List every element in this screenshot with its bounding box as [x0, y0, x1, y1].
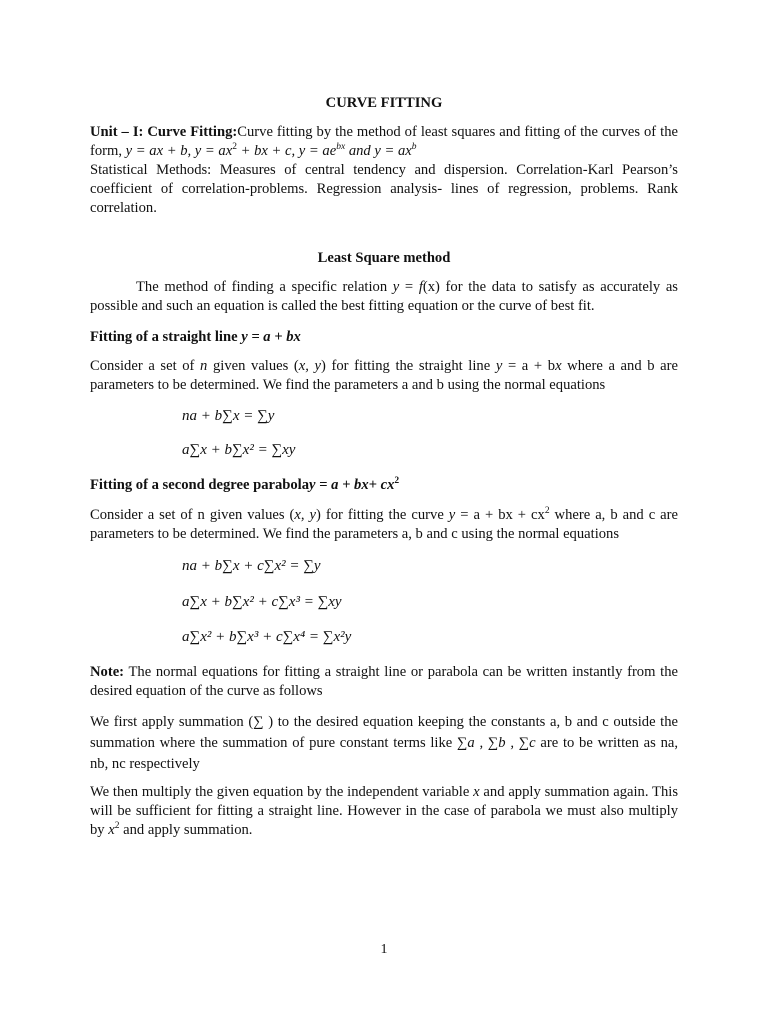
unit-form-2: + bx + c, y = ae — [236, 143, 337, 159]
sum-text-3: are to be written as na, nb, nc respectively — [90, 735, 679, 772]
ls-text-1: The method of finding a specific relation — [136, 279, 393, 295]
least-square-paragraph — [90, 278, 678, 316]
unit-exp-1: 2 — [232, 142, 237, 152]
unit-exp-3: b — [411, 142, 417, 152]
pb-xy: x, y — [294, 507, 317, 523]
pb-heading-text: Fitting of a second degree parabola — [90, 477, 310, 493]
note-paragraph — [90, 663, 678, 701]
summation-paragraph — [90, 712, 678, 775]
mul-text-3: and apply summation. — [119, 822, 253, 838]
pb-text-3: = a + bx + cx — [455, 507, 545, 523]
sl-text-5: where a and b are parameters to be determined. We find the parameters a and b using the normal equations — [90, 358, 678, 393]
unit-paragraph — [90, 123, 678, 161]
statistical-methods-paragraph: Statistical Methods: Measures of central tendency and dispersion. Correlation-Karl Pearson’s coefficient of correlation-problems. Regression analysis- lines of regression, problems. Rank correlation. — [90, 162, 678, 216]
ls-text-3: (x) for the data to satisfy as accurately as possible and such an equation is called the best fitting equation or the curve of best fit. — [90, 279, 678, 314]
normal-equation-line-2: a∑x + b∑x² = ∑xy — [182, 442, 296, 458]
sum-text-1: We first apply summation ( — [90, 714, 254, 730]
normal-equation-parabola-2: a∑x + b∑x² + c∑x³ = ∑xy — [182, 594, 342, 610]
note-text: The normal equations for fitting a straight line or parabola can be written instantly from the desired equation of the curve as follows — [90, 664, 678, 699]
page-number: 1 — [380, 942, 388, 957]
ls-rel: y — [392, 279, 400, 295]
normal-equation-line-1: na + b∑x = ∑y — [182, 408, 275, 424]
unit-label: Unit – I: Curve Fitting: — [90, 124, 238, 140]
straight-line-heading — [90, 328, 678, 347]
ls-fx: f — [418, 279, 423, 295]
pb-heading-eq: y = a + bx+ cx — [309, 477, 395, 493]
pb-text-4: where a, b and c are parameters to be determined. We find the parameters a, b and c using the normal equations — [90, 507, 678, 542]
unit-text: Curve fitting by the method of least squares and fitting of the curves of the form, — [90, 124, 678, 159]
mul-exp: 2 — [114, 821, 120, 831]
sl-y: y — [495, 358, 503, 374]
mul-x: x — [473, 784, 480, 800]
sl-text-2: given values ( — [207, 358, 299, 374]
unit-form-3: and y = ax — [345, 143, 412, 159]
multiply-paragraph — [90, 783, 678, 840]
sum-symbol: ∑ — [253, 714, 264, 730]
parabola-paragraph — [90, 506, 678, 544]
straight-line-paragraph — [90, 357, 678, 395]
unit-form-1: y = ax + b, y = ax — [125, 143, 233, 159]
pb-text-2: ) for fitting the curve — [316, 507, 449, 523]
sl-heading-text: Fitting of a straight line — [90, 329, 242, 345]
least-square-heading: Least Square method — [317, 250, 451, 266]
unit-exp-2: bx — [336, 142, 346, 152]
sum-text-2: ) to the desired equation keeping the constants a, b and c outside the summation where the summation of pure constant terms like — [90, 714, 679, 751]
ls-text-2: = — [399, 279, 419, 295]
pb-heading-exp: 2 — [394, 476, 400, 486]
pb-exp: 2 — [544, 506, 550, 516]
mul-text-2: and apply summation again. This will be sufficient for fitting a straight line. However in the case of parabola we must also multiply by — [90, 784, 678, 838]
sl-text-4: = a + b — [502, 358, 556, 374]
pb-text-1: Consider a set of n given values ( — [90, 507, 295, 523]
note-label: Note: — [90, 664, 125, 680]
sum-terms: ∑a , ∑b , ∑c — [457, 735, 536, 751]
page-title: CURVE FITTING — [325, 95, 443, 111]
sl-heading-eq: y = a + bx — [241, 329, 301, 345]
sl-n: n — [200, 358, 208, 374]
mul-text-1: We then multiply the given equation by the independent variable — [90, 784, 474, 800]
sl-text-1: Consider a set of — [90, 358, 201, 374]
sl-text-3: ) for fitting the straight line — [321, 358, 496, 374]
sl-xy: x, y — [298, 358, 322, 374]
mul-x2: x — [108, 822, 115, 838]
pb-y: y — [448, 507, 456, 523]
parabola-heading — [90, 476, 678, 495]
normal-equation-parabola-3: a∑x² + b∑x³ + c∑x⁴ = ∑x²y — [182, 629, 352, 645]
sl-x: x — [555, 358, 562, 374]
normal-equation-parabola-1: na + b∑x + c∑x² = ∑y — [182, 558, 321, 574]
